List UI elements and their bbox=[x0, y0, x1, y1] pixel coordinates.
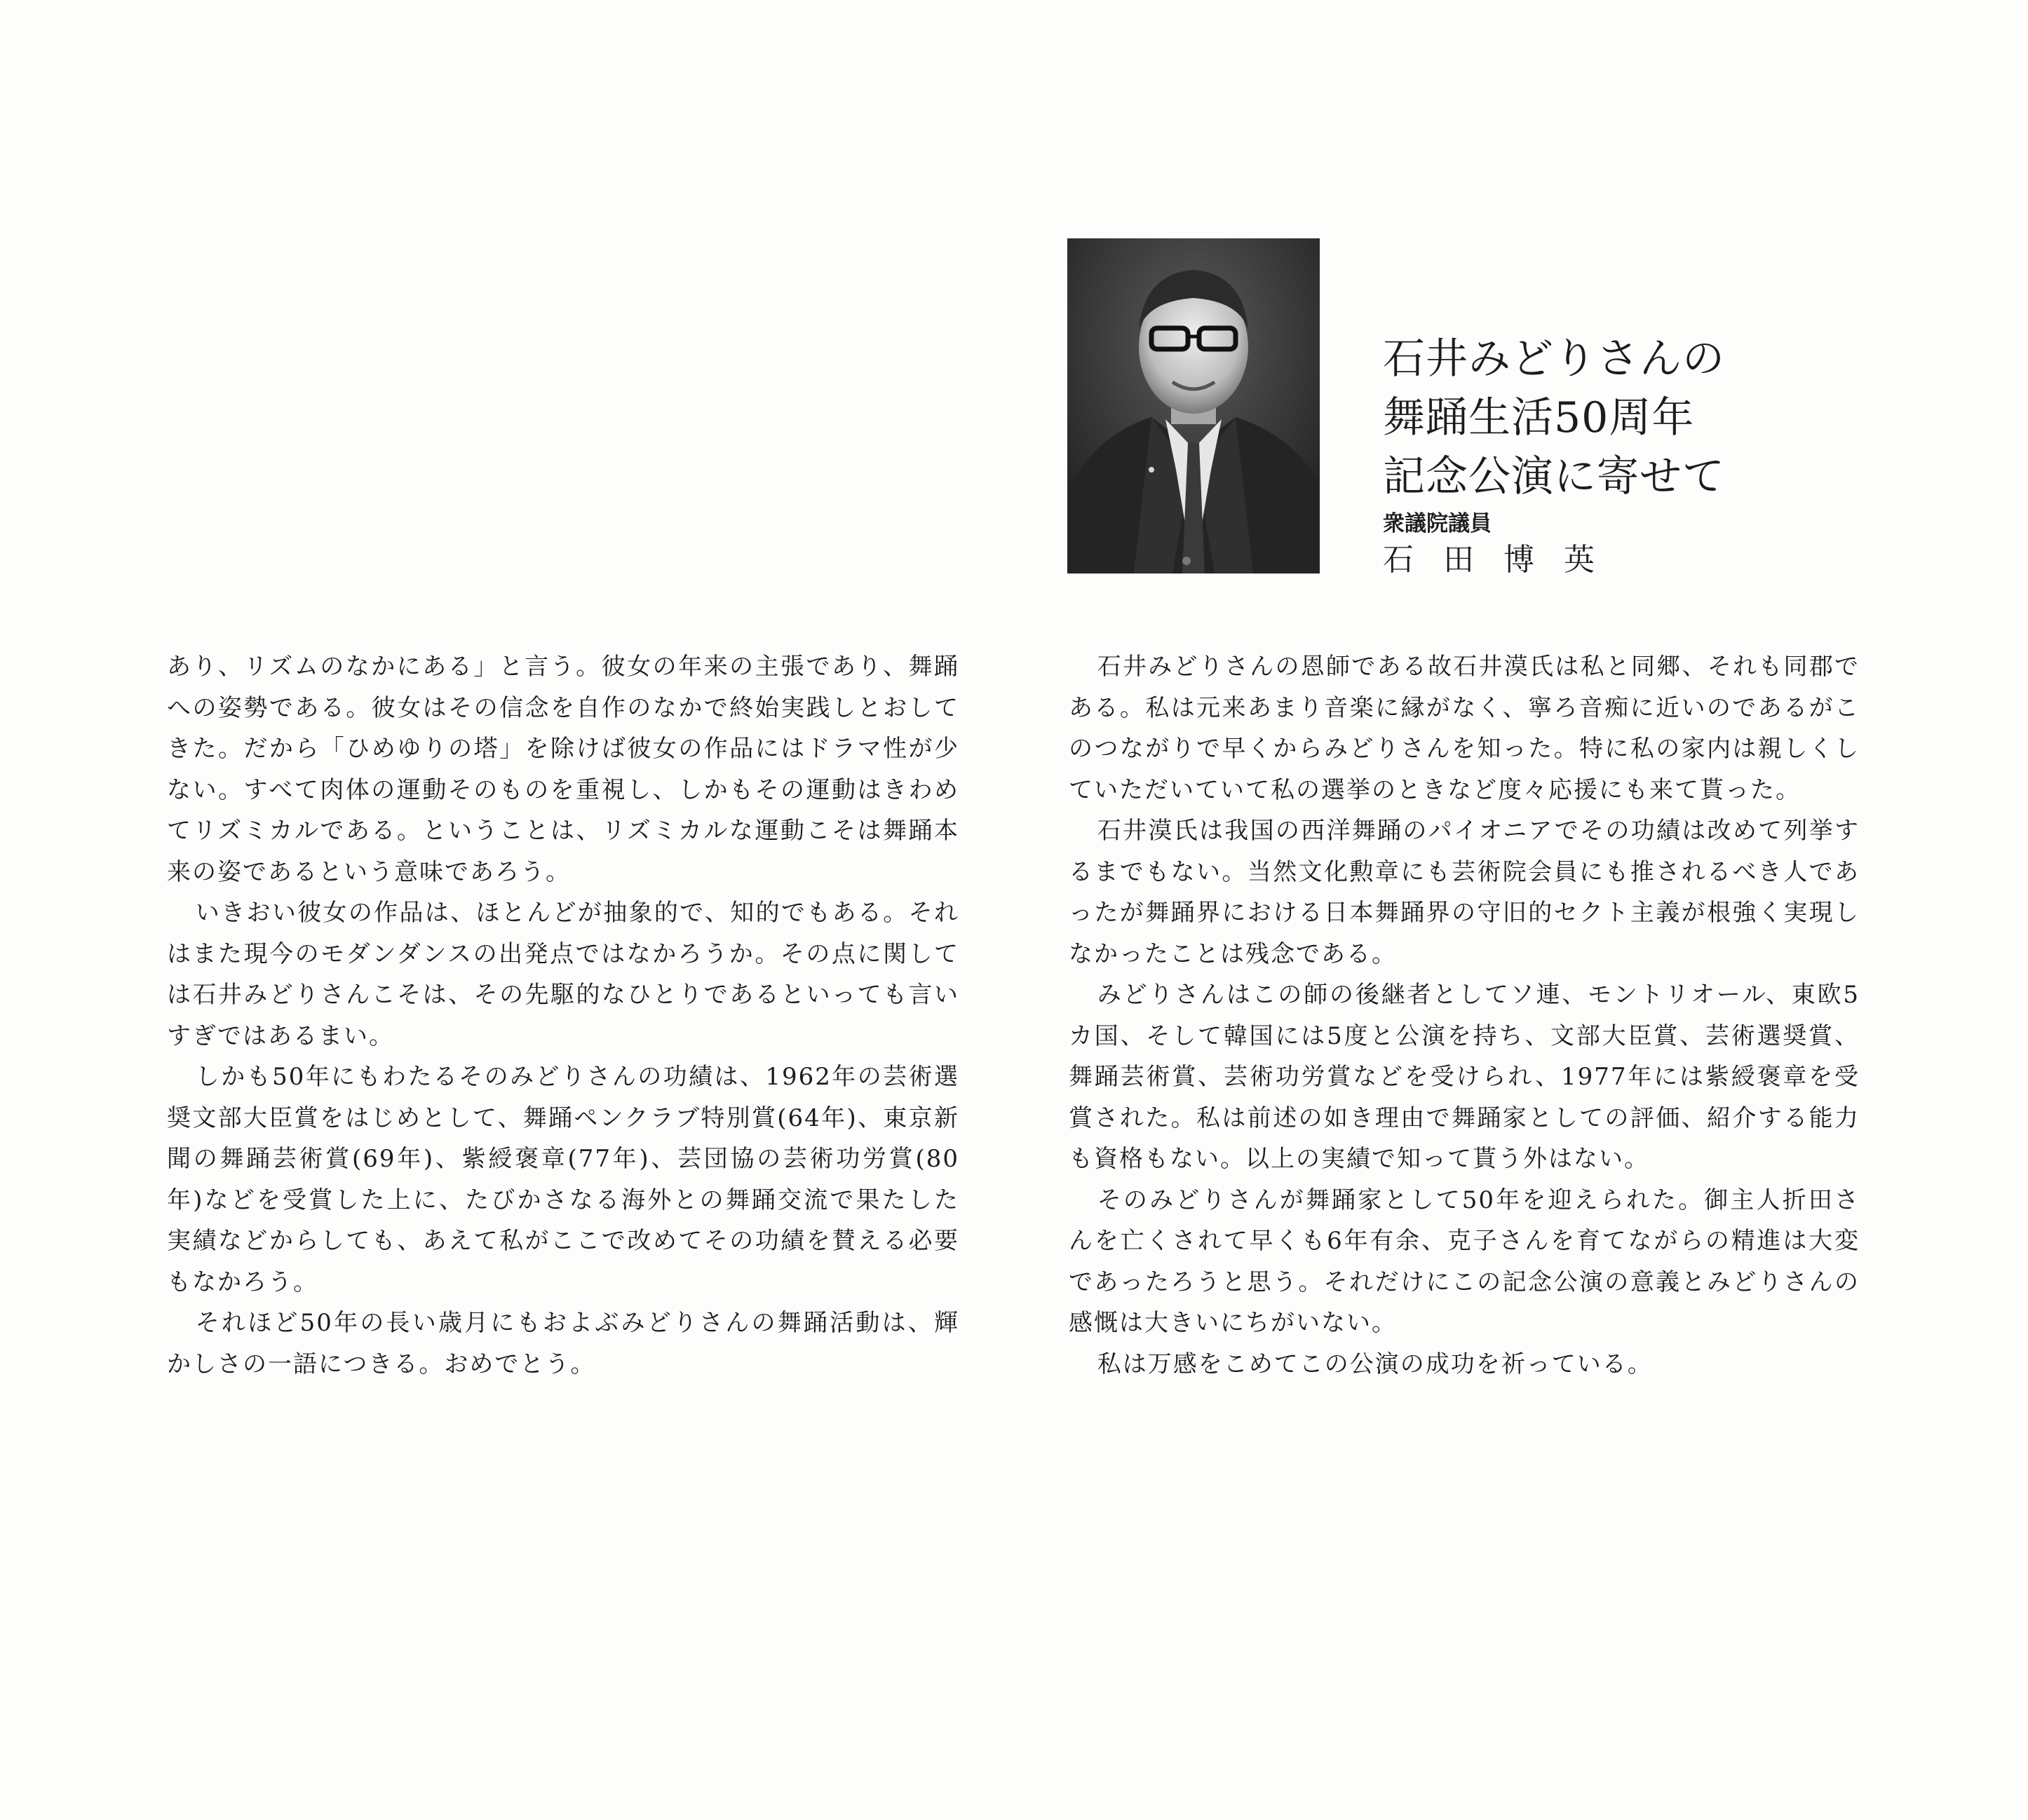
left-paragraph-1: あり、リズムのなかにある」と言う。彼女の年来の主張であり、舞踊への姿勢である。彼女はその信念を自作のなかで終始実践しとおしてきた。だから「ひめゆりの塔」を除けば彼女の作品にはドラマ性が少ない。すべて肉体の運動そのものを重視し、しかもその運動はきわめてリズミカルである。ということは、リズミカルな運動こそは舞踊本来の姿であるという意味であろう。 bbox=[167, 653, 959, 886]
author-role: 衆議院議員 bbox=[1383, 511, 1492, 536]
article-title bbox=[1383, 330, 1958, 506]
author-portrait bbox=[1067, 238, 1320, 573]
right-paragraph-4: そのみどりさんが舞踊家として50年を迎えられた。御主人折田さんを亡くされて早くも6年有余、克子さんを育てながらの精進は大変であったろうと思う。それだけにこの記念公演の意義とみどりさんの感慨は大きいにちがいない。 bbox=[1069, 1186, 1860, 1337]
right-column bbox=[1069, 646, 1860, 1385]
title-line-3: 記念公演に寄せて bbox=[1383, 452, 1725, 501]
portrait-photo-icon bbox=[1067, 238, 1320, 573]
right-paragraph-2: 石井漠氏は我国の西洋舞踊のパイオニアでその功績は改めて列挙するまでもない。当然文化勲章にも芸術院会員にも推されるべき人であったが舞踊界における日本舞踊界の守旧的セクト主義が根強く実現しなかったことは残念である。 bbox=[1069, 817, 1860, 968]
title-line-2: 舞踊生活50周年 bbox=[1383, 393, 1695, 442]
author-name: 石田博英 bbox=[1383, 542, 1624, 578]
left-paragraph-3: しかも50年にもわたるそのみどりさんの功績は、1962年の芸術選奨文部大臣賞をはじめとして、舞踊ペンクラブ特別賞(64年)、東京新聞の舞踊芸術賞(69年)、紫綬褒章(77年)、芸団協の芸術功労賞(80年)などを受賞した上に、たびかさなる海外との舞踊交流で果たした実績などからしても、あえて私がここで改めてその功績を賛える必要もなかろう。 bbox=[167, 1063, 959, 1296]
right-paragraph-3: みどりさんはこの師の後継者としてソ連、モントリオール、東欧5カ国、そして韓国には5度と公演を持ち、文部大臣賞、芸術選奨賞、舞踊芸術賞、芸術功労賞などを受けられ、1977年には紫綬褒章を受賞された。私は前述の如き理由で舞踊家としての評価、紹介する能力も資格もない。以上の実績で知って貰う外はない。 bbox=[1069, 981, 1860, 1173]
right-paragraph-5: 私は万感をこめてこの公演の成功を祈っている。 bbox=[1097, 1350, 1653, 1378]
left-paragraph-4: それほど50年の長い歳月にもおよぶみどりさんの舞踊活動は、輝かしさの一語につきる。おめでとう。 bbox=[167, 1309, 959, 1378]
left-column bbox=[167, 646, 959, 1385]
right-paragraph-1: 石井みどりさんの恩師である故石井漠氏は私と同郷、それも同郡である。私は元来あまり音楽に縁がなく、寧ろ音痴に近いのであるがこのつながりで早くからみどりさんを知った。特に私の家内は親しくしていただいていて私の選挙のときなど度々応援にも来て貰った。 bbox=[1069, 653, 1860, 804]
title-line-1: 石井みどりさんの bbox=[1383, 334, 1725, 383]
left-paragraph-2: いきおい彼女の作品は、ほとんどが抽象的で、知的でもある。それはまた現今のモダンダンスの出発点ではなかろうか。その点に関しては石井みどりさんこそは、その先駆的なひとりであるといっても言いすぎではあるまい。 bbox=[167, 899, 959, 1050]
